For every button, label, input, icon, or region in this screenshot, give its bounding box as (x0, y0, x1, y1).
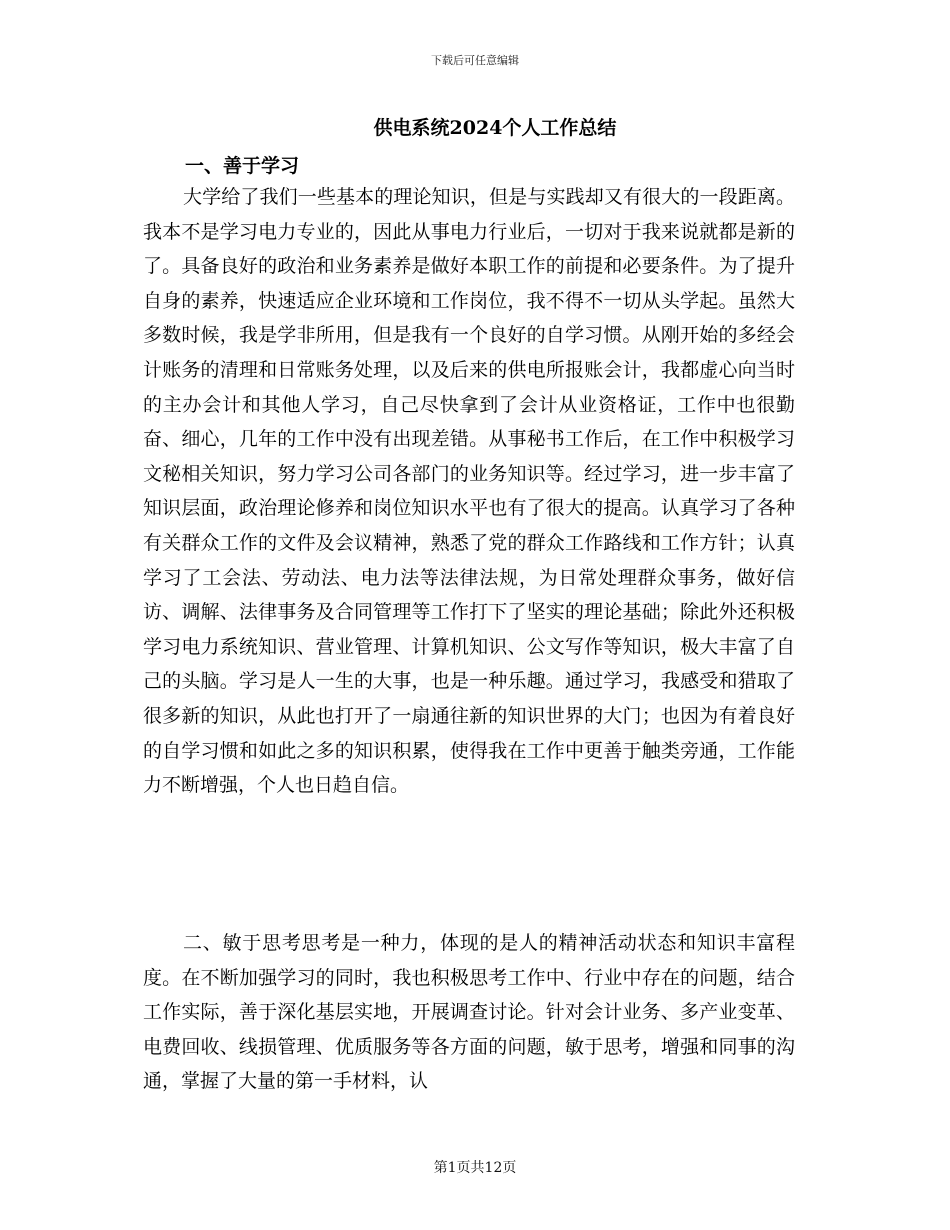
body-paragraph: 大学给了我们一些基本的理论知识，但是与实践却又有很大的一段距离。我本不是学习电力专业的，因此从事电力行业后，一切对于我来说就都是新的了。具备良好的政治和业务素养是做好本职工作的前提和必要条件。为了提升自身的素养，快速适应企业环境和工作岗位，我不得不一切从头学起。虽然大多数时候，我是学非所用，但是我有一个良好的自学习惯。从刚开始的多经会计账务的清理和日常账务处理，以及后来的供电所报账会计，我都虚心向当时的主办会计和其他人学习，自己尽快拿到了会计从业资格证，工作中也很勤奋、细心，几年的工作中没有出现差错。从事秘书工作后，在工作中积极学习文秘相关知识，努力学习公司各部门的业务知识等。经过学习，进一步丰富了知识层面，政治理论修养和岗位知识水平也有了很大的提高。认真学习了各种有关群众工作的文件及会议精神，熟悉了党的群众工作路线和工作方针；认真学习了工会法、劳动法、电力法等法律法规，为日常处理群众事务，做好信访、调解、法律事务及合同管理等工作打下了坚实的理论基础；除此外还积极学习电力系统知识、营业管理、计算机知识、公文写作等知识，极大丰富了自己的头脑。学习是人一生的大事，也是一种乐趣。通过学习，我感受和猎取了很多新的知识，从此也打开了一扇通往新的知识世界的大门；也因为有着良好的自学习惯和如此之多的知识积累，使得我在工作中更善于触类旁通，工作能力不断增强，个人也日趋自信。 (143, 186, 795, 797)
document-title: 供电系统2024个人工作总结 (373, 117, 617, 139)
page-header: 下载后可任意编辑 (431, 54, 519, 67)
section-heading: 一、善于学习 (185, 155, 300, 177)
body-paragraph: 二、敏于思考思考是一种力，体现的是人的精神活动状态和知识丰富程度。在不断加强学习的同时，我也积极思考工作中、行业中存在的问题，结合工作实际，善于深化基层实地，开展调查讨论。针对会计业务、多产业变革、电费回收、线损管理、优质服务等各方面的问题，敏于思考，增强和同事的沟通，掌握了大量的第一手材料，认 (143, 932, 795, 1093)
page-footer: 第1页共12页 (433, 1160, 517, 1176)
